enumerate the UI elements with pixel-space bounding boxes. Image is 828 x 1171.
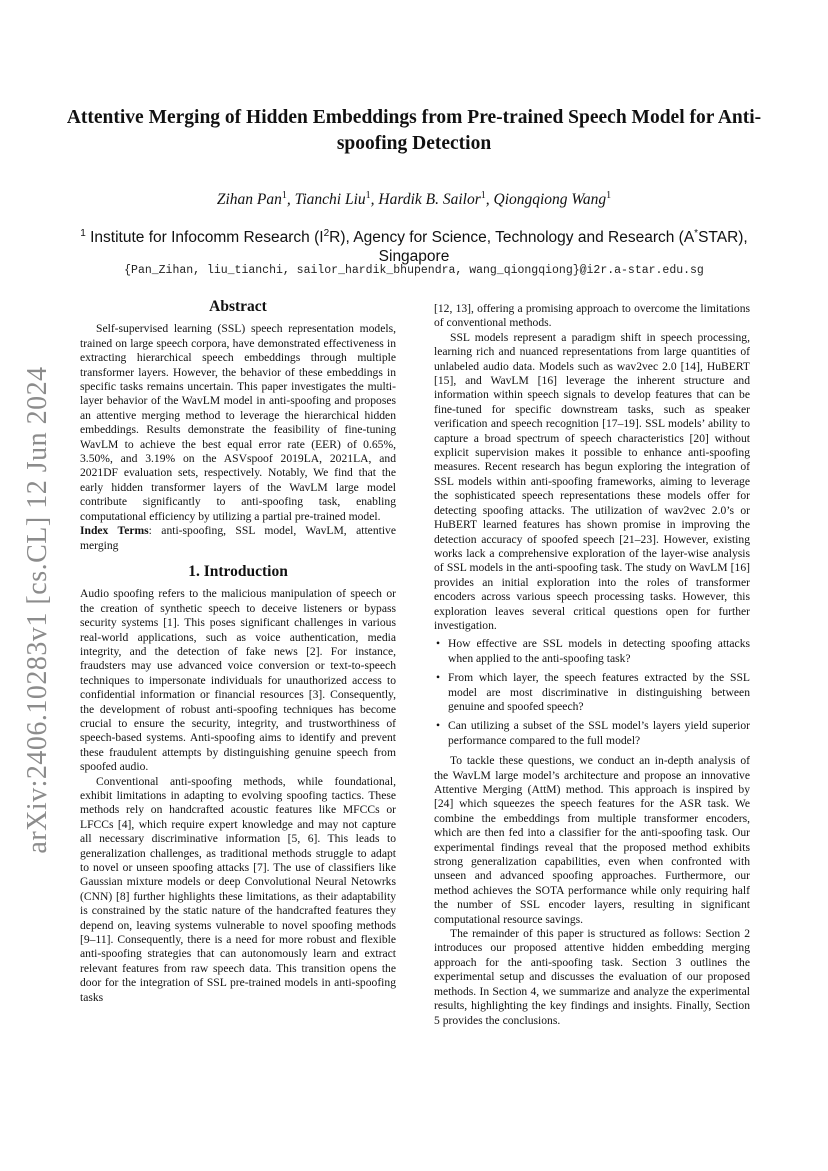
intro-paragraph-continued: [12, 13], offering a promising approach to overcome the limitations of conventional methods. [434,302,750,330]
list-item: • From which layer, the speech features extracted by the SSL model are most discriminative in distinguishing between genuine and spoofed speech? [434,671,750,714]
affiliation [60,224,768,266]
affiliation-marker: 1 [80,228,86,239]
list-item: • Can utilizing a subset of the SSL model’s layers yield superior performance compared to the full model? [434,719,750,748]
intro-paragraph: SSL models represent a paradigm shift in speech processing, learning rich and nuanced representations from large quantities of unlabeled audio data. Models such as wav2vec 2.0 [14], HuBERT [15], and WavLM [16] leverage the inherent structure and information within speech signals to develop features that can be fine-tuned for specific downstream tasks, such as speaker verification and speech recognition [17–19]. SSL models’ ability to capture a broad spectrum of speech characteristics [20] without explicit supervision makes it possible to enhance anti-spoofing measures. Recent research has begun exploring the integration of SSL models within anti-spoofing frameworks, aiming to leverage the sophisticated speech representations these models offer for detecting spoofing attacks. The utilization of wav2vec 2.0’s or HuBERT learned features has shown promise in improving the detection accuracy of spoofed speech [21–23]. However, existing works lack a comprehensive exploration of the layer-wise analysis of SSL models in the anti-spoofing task. The study on WavLM [16] provides an initial exploration into the roles of transformer encoders across various speech processing tasks. However, this exploration leaves several critical questions open for further investigation. [434,330,750,632]
arxiv-identifier-text: arXiv:2406.10283v1 [cs.CL] 12 Jun 2024 [22,366,53,854]
abstract-body: Self-supervised learning (SSL) speech representation models, trained on large speech corpora, have demonstrated effectiveness in extracting hierarchical speech embeddings through multiple transformer layers. However, the behavior of these embeddings in specific tasks remains uncertain. This paper investigates the multi-layer behavior of the WavLM model in anti-spoofing and proposes an attentive merging method to leverage the hierarchical hidden embeddings. Results demonstrate the feasibility of fine-tuning WavLM to achieve the best equal error rate (EER) of 0.65%, 3.50%, and 3.19% on the ASVspoof 2019LA, 2021LA, and 2021DF evaluation sets, respectively. Notably, We find that the early hidden transformer layers of the WavLM large model contribute significantly to anti-spoofing task, enabling computational efficiency by utilizing a partial pre-trained model. [80,322,396,523]
intro-paragraph: Conventional anti-spoofing methods, while foundational, exhibit limitations in adapting to evolving spoofing tactics. These methods rely on handcrafted acoustic features like MFCCs or LFCCs [4], which require expert knowledge and may not capture all necessary discriminative information [5, 6]. This leads to generalization challenges, as traditional methods struggle to adapt to novel or unseen spoofing attacks [7]. The use of classifiers like Gaussian mixture models or deep Convolutional Neural Netowrks (CNN) [8] further highlights these limitations, as their adaptability is constrained by the static nature of the handcrafted features they depend on, leaving systems vulnerable to novel spoofing methods [9–11]. Consequently, there is a need for more robust and flexible anti-spoofing strategies that can autonomously learn and extract relevant features from raw speech data. This transition opens the door for the integration of SSL pre-trained models in anti-spoofing tasks [80,774,396,1004]
intro-paragraph: The remainder of this paper is structured as follows: Section 2 introduces our proposed attentive hidden embedding merging approach for the anti-spoofing task. Section 3 outlines the experimental setup and discusses the evaluation of our proposed methods. In Section 4, we summarize and analyze the experimental results, highlighting the key findings and insights. Finally, Section 5 provides the conclusions. [434,927,750,1027]
superscript: 2 [323,228,330,239]
superscript: * [694,228,699,239]
affiliation-text: Institute for Infocomm Research (I [85,229,324,247]
index-terms [80,524,396,553]
affiliation-text: R), Agency for Science, Technology and Research (A [329,229,695,247]
intro-paragraph: Audio spoofing refers to the malicious manipulation of speech or the creation of synthetic speech to deceive listeners or bypass security systems [1]. This poses significant challenges in various real-world applications, such as voice authentication, media integrity, and the detection of fake news [2]. For instance, fraudsters may use advanced voice conversion or text-to-speech techniques to impersonate individuals for unauthorized access to confidential information or financial resources [3]. Consequently, the development of robust anti-spoofing techniques has become crucial to ensure the security, integrity, and trustworthiness of speech-based systems. Anti-spoofing aims to identify and prevent these fraudulent attempts by distinguishing genuine speech from spoofed audio. [80,587,396,774]
author-name: Zihan Pan [216,191,282,209]
author-affiliation-marker: 1 [480,190,486,201]
author-name: Hardik B. Sailor [378,191,481,209]
left-column [80,300,396,1005]
index-terms-text: : anti-spoofing, SSL model, WavLM, attentive merging [80,524,396,552]
index-terms-label: Index Terms [80,524,149,538]
author-affiliation-marker: 1 [606,190,612,201]
paper-title: Attentive Merging of Hidden Embeddings from Pre-trained Speech Model for Anti-spoofing Detection [66,107,762,154]
introduction-heading: 1. Introduction [188,562,288,580]
list-item: • How effective are SSL models in detecting spoofing attacks when applied to the anti-spoofing task? [434,637,750,666]
right-column [434,302,750,1028]
author-list: Zihan Pan$^1$, Tianchi Liu$^1$, Hardik B. Sailor$^1$, Qiongqiong Wang$^1$ [216,190,612,209]
affiliation-text: STAR), Singapore [378,229,748,266]
arxiv-identifier-stamp [14,366,62,854]
author-name: Qiongqiong Wang [493,191,607,209]
abstract-heading: Abstract [209,298,267,315]
research-questions-list [434,637,750,748]
author-affiliation-marker: 1 [281,190,287,201]
author-emails: {Pan_Zihan, liu_tianchi, sailor_hardik_bhupendra, wang_qiongqiong}@i2r.a-star.edu.sg [124,264,704,277]
author-affiliation-marker: 1 [365,190,371,201]
intro-paragraph: To tackle these questions, we conduct an in-depth analysis of the WavLM large model’s architecture and propose an innovative Attentive Merging (AttM) method. This approach is inspired by [24] which squeezes the speech features for the ASR task. We combine the embeddings from multiple transformer encoders, which are then fed into a classifier for the anti-spoofing task. Our experimental findings reveal that the proposed method exhibits strong generalization capabilities, even when confronted with unseen and advanced spoofing approaches. Furthermore, our method achieves the SOTA performance while only requiring half the number of SSL encoder layers, resulting in significant computational resource savings. [434,754,750,926]
author-name: Tianchi Liu [294,191,366,209]
